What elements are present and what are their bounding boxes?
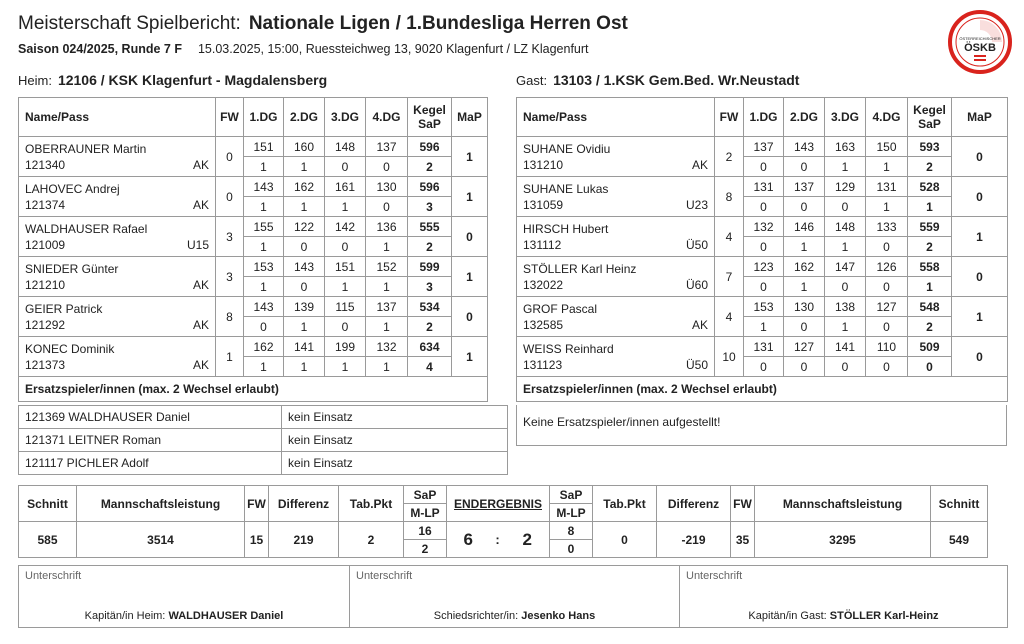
guest-mlp: 0 [550, 540, 593, 558]
player-dg-sap: 1 [244, 277, 284, 297]
player-dg-score: 162 [284, 177, 325, 197]
player-name: STÖLLER Karl Heinz [523, 261, 637, 276]
player-dg-score: 162 [784, 257, 825, 277]
player-dg-score: 141 [825, 337, 866, 357]
player-map: 0 [952, 177, 1008, 217]
player-dg-score: 143 [244, 177, 284, 197]
list-item [19, 406, 508, 429]
player-cell [19, 137, 216, 177]
player-map: 1 [452, 337, 488, 377]
signature-guest-captain[interactable]: Unterschrift Kapitän/in Gast: STÖLLER Karl-Heinz [680, 566, 1008, 628]
player-dg-sap: 0 [325, 157, 366, 177]
player-category: AK [192, 357, 209, 372]
player-sap-total: 2 [408, 237, 452, 257]
home-tabpkt: 2 [339, 522, 404, 558]
differenz-header: Differenz [269, 486, 339, 522]
guest-team-label: Gast: 13103 / 1.KSK Gem.Bed. Wr.Neustadt [516, 72, 800, 88]
player-pass: 121210 [25, 277, 66, 292]
home-sap-total: 16 [404, 522, 447, 540]
home-team-label: Heim: 12106 / KSK Klagenfurt - Magdalensberg [18, 72, 328, 88]
player-dg-sap: 0 [866, 317, 908, 337]
signature-table [18, 565, 1008, 628]
home-team-name: 12106 / KSK Klagenfurt - Magdalensberg [57, 72, 328, 88]
player-sap-total: 1 [908, 197, 952, 217]
player-name: OBERRAUNER Martin [25, 141, 147, 156]
dg4-header: 4.DG [366, 98, 408, 137]
player-total: 548 [908, 297, 952, 317]
page-title [18, 13, 628, 35]
table-row [19, 177, 488, 197]
player-dg-sap: 0 [244, 317, 284, 337]
player-sap-total: 2 [908, 317, 952, 337]
player-name: HIRSCH Hubert [523, 221, 609, 236]
mlp-header: M-LP [404, 504, 447, 522]
table-header [19, 98, 488, 137]
player-map: 1 [452, 177, 488, 217]
player-fw: 0 [216, 177, 244, 217]
player-total: 534 [408, 297, 452, 317]
player-dg-sap: 1 [325, 277, 366, 297]
player-dg-score: 152 [366, 257, 408, 277]
player-total: 596 [408, 137, 452, 157]
guest-score: 2 [506, 522, 550, 558]
player-category: AK [192, 197, 209, 212]
title-prefix: Meisterschaft Spielbericht: [18, 13, 241, 34]
player-map: 0 [952, 337, 1008, 377]
player-dg-score: 162 [244, 337, 284, 357]
dg1-header: 1.DG [744, 98, 784, 137]
player-category: Ü50 [685, 237, 708, 252]
player-dg-sap: 1 [325, 197, 366, 217]
player-dg-sap: 1 [325, 357, 366, 377]
player-dg-sap: 1 [366, 237, 408, 257]
player-dg-score: 115 [325, 297, 366, 317]
schnitt-header: Schnitt [19, 486, 77, 522]
dg2-header: 2.DG [784, 98, 825, 137]
guest-sap-total: 8 [550, 522, 593, 540]
player-dg-score: 122 [284, 217, 325, 237]
dg4-header: 4.DG [866, 98, 908, 137]
player-sap-total: 0 [908, 357, 952, 377]
player-dg-score: 148 [325, 137, 366, 157]
player-name: WEISS Reinhard [523, 341, 614, 356]
guest-team-name: 13103 / 1.KSK Gem.Bed. Wr.Neustadt [553, 72, 800, 88]
subs-header: Ersatzspieler/innen (max. 2 Wechsel erlaubt) [19, 377, 488, 402]
substitute-status: kein Einsatz [282, 452, 508, 475]
player-pass: 131112 [523, 237, 562, 252]
fw-header: FW [731, 486, 755, 522]
player-map: 0 [952, 137, 1008, 177]
player-fw: 4 [715, 217, 744, 257]
player-dg-score: 160 [284, 137, 325, 157]
oeskb-logo-icon [948, 10, 1012, 74]
fw-header: FW [715, 98, 744, 137]
player-name: GROF Pascal [523, 301, 598, 316]
player-cell [19, 337, 216, 377]
guest-fw: 35 [731, 522, 755, 558]
player-sap-total: 2 [908, 157, 952, 177]
fw-header: FW [216, 98, 244, 137]
player-dg-sap: 1 [825, 157, 866, 177]
player-dg-sap: 1 [244, 157, 284, 177]
home-mlp: 2 [404, 540, 447, 558]
differenz-header: Differenz [657, 486, 731, 522]
player-sap-total: 3 [408, 277, 452, 297]
guest-no-substitutes: Keine Ersatzspieler/innen aufgestellt! [516, 405, 1007, 446]
schnitt-header: Schnitt [931, 486, 988, 522]
player-pass: 121292 [25, 317, 66, 332]
player-dg-score: 131 [744, 177, 784, 197]
player-fw: 8 [715, 177, 744, 217]
subs-header: Ersatzspieler/innen (max. 2 Wechsel erlaubt) [517, 377, 1008, 402]
player-total: 599 [408, 257, 452, 277]
table-row [19, 297, 488, 317]
player-dg-score: 199 [325, 337, 366, 357]
player-dg-score: 137 [784, 177, 825, 197]
player-dg-sap: 1 [866, 197, 908, 217]
player-dg-sap: 1 [825, 317, 866, 337]
player-total: 509 [908, 337, 952, 357]
player-category: Ü60 [685, 277, 708, 292]
substitute-status: kein Einsatz [282, 406, 508, 429]
player-cell [517, 137, 715, 177]
player-dg-score: 153 [744, 297, 784, 317]
map-header: MaP [952, 98, 1008, 137]
player-dg-score: 131 [866, 177, 908, 197]
player-dg-score: 150 [866, 137, 908, 157]
player-category: U15 [186, 237, 209, 252]
player-dg-sap: 0 [825, 357, 866, 377]
list-item [19, 452, 508, 475]
guest-tabpkt: 0 [593, 522, 657, 558]
player-dg-sap: 0 [744, 237, 784, 257]
match-info [18, 42, 589, 56]
guest-players-table [516, 97, 1008, 402]
player-cell [517, 257, 715, 297]
player-dg-sap: 0 [325, 317, 366, 337]
kegel-sap-header: Kegel SaP [408, 98, 452, 137]
player-map: 1 [452, 137, 488, 177]
sap-header: SaP [404, 486, 447, 504]
player-pass: 131123 [523, 357, 563, 372]
player-dg-sap: 0 [784, 357, 825, 377]
player-category: AK [192, 317, 209, 332]
player-dg-sap: 1 [284, 317, 325, 337]
signature-home-captain[interactable]: Unterschrift Kapitän/in Heim: WALDHAUSER Daniel [19, 566, 350, 628]
player-total: 559 [908, 217, 952, 237]
summary-table [18, 485, 988, 558]
player-cell [517, 217, 715, 257]
player-dg-score: 137 [366, 137, 408, 157]
dg1-header: 1.DG [244, 98, 284, 137]
home-captain-name: WALDHAUSER Daniel [168, 610, 284, 622]
subs-header-row [517, 377, 1008, 402]
player-pass: 132585 [523, 317, 564, 332]
player-name: WALDHAUSER Rafael [25, 221, 148, 236]
player-dg-score: 130 [784, 297, 825, 317]
table-row [517, 137, 1008, 157]
player-dg-score: 161 [325, 177, 366, 197]
home-leistung: 3514 [77, 522, 245, 558]
player-dg-score: 110 [866, 337, 908, 357]
player-dg-sap: 1 [784, 237, 825, 257]
player-dg-sap: 0 [744, 197, 784, 217]
map-header: MaP [452, 98, 488, 137]
player-total: 528 [908, 177, 952, 197]
player-sap-total: 4 [408, 357, 452, 377]
player-dg-score: 142 [325, 217, 366, 237]
player-total: 596 [408, 177, 452, 197]
player-fw: 3 [216, 217, 244, 257]
home-fw: 15 [245, 522, 269, 558]
dg3-header: 3.DG [825, 98, 866, 137]
player-fw: 1 [216, 337, 244, 377]
player-map: 0 [452, 217, 488, 257]
leistung-header: Mannschaftsleistung [77, 486, 245, 522]
player-total: 558 [908, 257, 952, 277]
player-dg-score: 137 [366, 297, 408, 317]
table-header [517, 98, 1008, 137]
player-dg-sap: 0 [366, 157, 408, 177]
player-dg-sap: 0 [825, 197, 866, 217]
player-cell [517, 177, 715, 217]
guest-captain-name: STÖLLER Karl-Heinz [829, 610, 939, 622]
player-fw: 0 [216, 137, 244, 177]
player-sap-total: 2 [408, 157, 452, 177]
player-dg-score: 147 [825, 257, 866, 277]
player-pass: 131210 [523, 157, 564, 172]
player-cell [19, 257, 216, 297]
player-dg-sap: 0 [784, 317, 825, 337]
player-pass: 121009 [25, 237, 66, 252]
player-name: GEIER Patrick [25, 301, 103, 316]
table-row [517, 337, 1008, 357]
player-name: SUHANE Ovidiu [523, 141, 611, 156]
player-cell [19, 297, 216, 337]
player-fw: 10 [715, 337, 744, 377]
player-dg-sap: 0 [866, 357, 908, 377]
player-dg-sap: 1 [284, 157, 325, 177]
table-row [517, 217, 1008, 237]
player-dg-score: 129 [825, 177, 866, 197]
player-dg-score: 138 [825, 297, 866, 317]
player-map: 1 [952, 297, 1008, 337]
guest-leistung: 3295 [755, 522, 931, 558]
table-row [19, 137, 488, 157]
dg2-header: 2.DG [284, 98, 325, 137]
player-dg-score: 153 [244, 257, 284, 277]
match-details: 15.03.2025, 15:00, Ruessteichweg 13, 9020 Klagenfurt / LZ Klagenfurt [197, 42, 589, 56]
tabpkt-header: Tab.Pkt [593, 486, 657, 522]
table-row [517, 177, 1008, 197]
player-dg-sap: 1 [244, 237, 284, 257]
player-name: SUHANE Lukas [523, 181, 609, 196]
player-pass: 121373 [25, 357, 66, 372]
player-total: 555 [408, 217, 452, 237]
player-dg-score: 163 [825, 137, 866, 157]
kegel-sap-header: Kegel SaP [908, 98, 952, 137]
substitute-player: 121117 PICHLER Adolf [19, 452, 282, 475]
player-dg-sap: 0 [744, 277, 784, 297]
player-name: KONEC Dominik [25, 341, 115, 356]
player-dg-score: 155 [244, 217, 284, 237]
mlp-header: M-LP [550, 504, 593, 522]
player-dg-sap: 0 [784, 197, 825, 217]
player-sap-total: 1 [908, 277, 952, 297]
player-dg-sap: 0 [325, 237, 366, 257]
player-dg-sap: 1 [244, 197, 284, 217]
player-dg-score: 143 [244, 297, 284, 317]
player-dg-score: 139 [284, 297, 325, 317]
player-fw: 2 [715, 137, 744, 177]
player-dg-sap: 0 [825, 277, 866, 297]
player-category: AK [691, 317, 708, 332]
player-dg-sap: 0 [744, 157, 784, 177]
player-pass: 131059 [523, 197, 564, 212]
player-category: Ü50 [685, 357, 708, 372]
player-sap-total: 3 [408, 197, 452, 217]
season-round: Saison 024/2025, Runde 7 F [18, 42, 182, 56]
player-dg-score: 146 [784, 217, 825, 237]
player-pass: 121340 [25, 157, 66, 172]
signature-referee[interactable]: Unterschrift Schiedsrichter/in: Jesenko Hans [350, 566, 680, 628]
player-dg-sap: 1 [366, 277, 408, 297]
player-dg-sap: 0 [866, 277, 908, 297]
guest-schnitt: 549 [931, 522, 988, 558]
player-cell [517, 297, 715, 337]
player-pass: 121374 [25, 197, 66, 212]
fw-header: FW [245, 486, 269, 522]
player-cell [19, 177, 216, 217]
player-name: SNIEDER Günter [25, 261, 119, 276]
player-sap-total: 2 [408, 317, 452, 337]
player-dg-score: 123 [744, 257, 784, 277]
player-cell [517, 337, 715, 377]
player-dg-sap: 1 [825, 237, 866, 257]
player-total: 593 [908, 137, 952, 157]
substitute-status: kein Einsatz [282, 429, 508, 452]
player-category: U23 [685, 197, 708, 212]
table-row [19, 257, 488, 277]
table-row [517, 257, 1008, 277]
player-dg-sap: 1 [744, 317, 784, 337]
player-map: 1 [952, 217, 1008, 257]
player-fw: 8 [216, 297, 244, 337]
table-row [19, 337, 488, 357]
home-players-table [18, 97, 488, 402]
player-pass: 132022 [523, 277, 564, 292]
player-sap-total: 2 [908, 237, 952, 257]
player-dg-score: 143 [284, 257, 325, 277]
player-fw: 7 [715, 257, 744, 297]
tabpkt-header: Tab.Pkt [339, 486, 404, 522]
home-substitutes-table [18, 405, 508, 475]
player-dg-score: 132 [366, 337, 408, 357]
player-dg-sap: 1 [866, 157, 908, 177]
player-dg-score: 130 [366, 177, 408, 197]
player-dg-score: 137 [744, 137, 784, 157]
home-differenz: 219 [269, 522, 339, 558]
player-map: 0 [952, 257, 1008, 297]
player-dg-sap: 1 [284, 197, 325, 217]
player-dg-sap: 1 [784, 277, 825, 297]
home-schnitt: 585 [19, 522, 77, 558]
subs-header-row [19, 377, 488, 402]
table-row [19, 217, 488, 237]
player-category: AK [691, 157, 708, 172]
endergebnis-header: ENDERGEBNIS [447, 486, 550, 522]
player-category: AK [192, 277, 209, 292]
player-dg-score: 127 [784, 337, 825, 357]
player-dg-score: 132 [744, 217, 784, 237]
player-dg-score: 148 [825, 217, 866, 237]
player-dg-score: 141 [284, 337, 325, 357]
player-dg-score: 131 [744, 337, 784, 357]
player-total: 634 [408, 337, 452, 357]
player-dg-sap: 0 [744, 357, 784, 377]
home-score: 6 [447, 522, 490, 558]
player-dg-sap: 0 [284, 237, 325, 257]
player-dg-score: 151 [244, 137, 284, 157]
dg3-header: 3.DG [325, 98, 366, 137]
player-cell [19, 217, 216, 257]
player-name: LAHOVEC Andrej [25, 181, 120, 196]
player-map: 1 [452, 257, 488, 297]
table-row [517, 297, 1008, 317]
player-dg-score: 143 [784, 137, 825, 157]
guest-differenz: -219 [657, 522, 731, 558]
player-dg-score: 126 [866, 257, 908, 277]
svg-text:ÖSTERREICHISCHER: ÖSTERREICHISCHER [959, 36, 1001, 41]
player-fw: 3 [216, 257, 244, 297]
title-league: Nationale Ligen / 1.Bundesliga Herren Ost [248, 13, 628, 34]
name-header: Name/Pass [19, 98, 216, 137]
logo-text: ÖSKB [964, 42, 996, 54]
player-dg-score: 133 [866, 217, 908, 237]
player-map: 0 [452, 297, 488, 337]
player-fw: 4 [715, 297, 744, 337]
substitute-player: 121369 WALDHAUSER Daniel [19, 406, 282, 429]
player-dg-score: 127 [866, 297, 908, 317]
name-header: Name/Pass [517, 98, 715, 137]
player-dg-sap: 0 [284, 277, 325, 297]
player-dg-sap: 0 [784, 157, 825, 177]
score-separator: : [490, 522, 506, 558]
player-category: AK [192, 157, 209, 172]
player-dg-sap: 1 [366, 317, 408, 337]
player-dg-sap: 1 [284, 357, 325, 377]
player-dg-score: 151 [325, 257, 366, 277]
leistung-header: Mannschaftsleistung [755, 486, 931, 522]
player-dg-sap: 0 [866, 237, 908, 257]
player-dg-sap: 1 [244, 357, 284, 377]
referee-name: Jesenko Hans [521, 610, 596, 622]
player-dg-sap: 0 [366, 197, 408, 217]
substitute-player: 121371 LEITNER Roman [19, 429, 282, 452]
list-item [19, 429, 508, 452]
player-dg-sap: 1 [366, 357, 408, 377]
player-dg-score: 136 [366, 217, 408, 237]
sap-header: SaP [550, 486, 593, 504]
